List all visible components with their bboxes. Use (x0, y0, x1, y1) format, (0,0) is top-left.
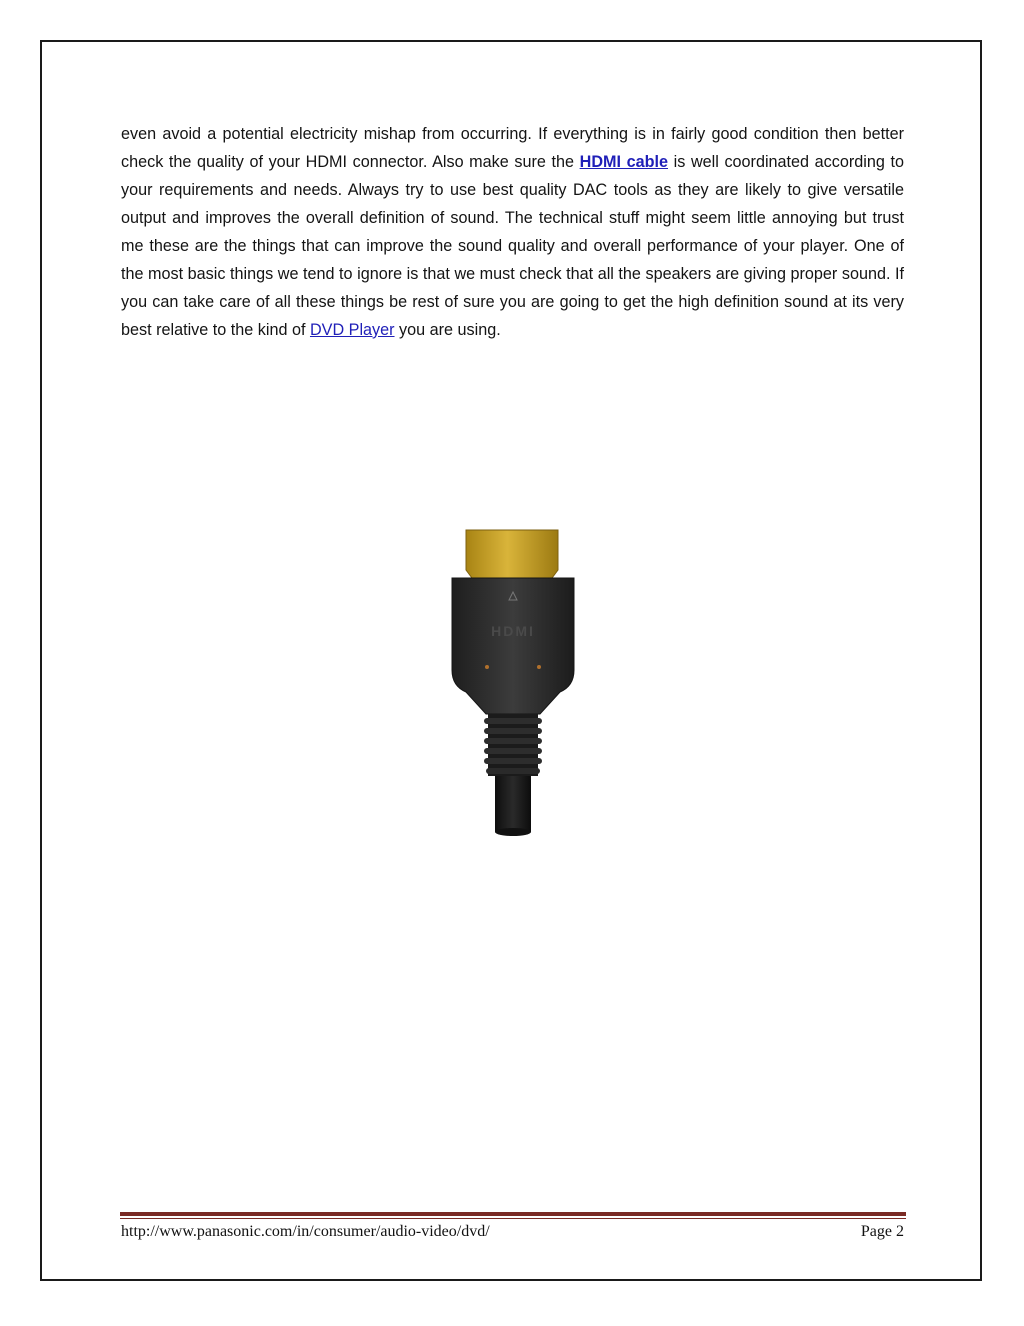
page-number: Page 2 (860, 1223, 904, 1240)
connector-logo: HDMI (491, 623, 535, 639)
footer-url: http://www.panasonic.com/in/consumer/audio-video/dvd/ (121, 1223, 490, 1240)
body-paragraph (121, 120, 904, 344)
hdmi-connector-image (440, 520, 586, 840)
paragraph-text-3: you are using. (394, 321, 501, 339)
dvd-player-link[interactable]: DVD Player (309, 321, 395, 339)
hdmi-cable-link[interactable]: HDMI cable (579, 153, 669, 171)
paragraph-text-1: even avoid a potential electricity mishap from occurring. If everything is in fairly good condition then better check the quality of your HDMI connector. Also make sure the (121, 125, 904, 171)
paragraph-text-2: is well coordinated according to your requirements and needs. Always try to use best quality DAC tools as they are likely to give versatile output and improves the overall definition of sound. The technical stuff might seem little annoying but trust me these are the things that can improve the sound quality and overall performance of your player. One of the most basic things we tend to ignore is that we must check that all the speakers are giving proper sound. If you can take care of all these things be rest of sure you are going to get the high definition sound at its very best relative to the kind of (121, 153, 904, 339)
footer-rule (120, 1212, 906, 1220)
